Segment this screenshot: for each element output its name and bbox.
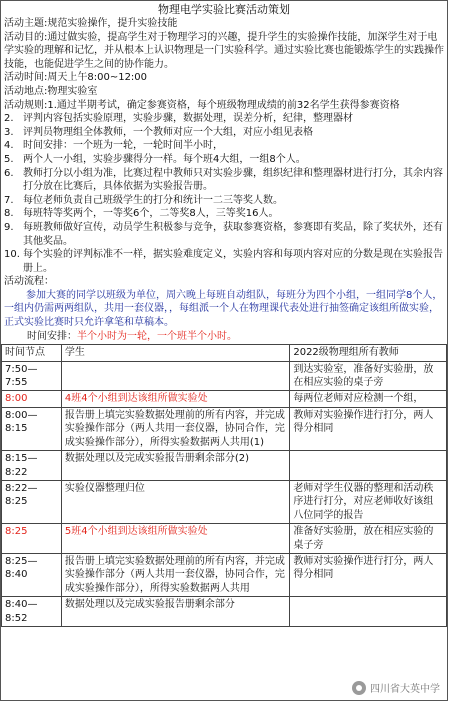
header-teacher: 2022级物理组所有教师 — [290, 345, 447, 361]
rule-item — [1, 126, 447, 140]
time-cell: 8:15—8:22 — [2, 451, 62, 481]
table-row — [2, 451, 447, 481]
rule-item — [1, 153, 447, 167]
table-row — [2, 553, 447, 596]
teacher-cell: 每两位老师对应检测一个组， — [290, 391, 447, 407]
rule-text: 每班特等奖两个，一等奖6个，二等奖8人，三等奖16人。 — [23, 208, 279, 220]
rule-item — [1, 221, 447, 248]
student-cell: 4班4个小组到达该组所做实验处 — [61, 391, 289, 407]
header-time: 时间节点 — [2, 345, 62, 361]
activity-place: 活动地点:物理实验室 — [4, 85, 98, 97]
table-header-row — [2, 345, 447, 361]
teacher-cell: 到达实验室，准备好实验册，放在相应实验的桌子旁 — [290, 361, 447, 391]
document-title: 物理电学实验比赛活动策划 — [158, 3, 290, 16]
rule-number: 8. — [4, 208, 14, 220]
rule-text: 两个人一小组，实验步骤得分一样。每个班4大组，一组8个人。 — [23, 153, 306, 165]
rule-number: 3. — [4, 126, 14, 138]
teacher-cell: 老师对学生仪器的整理和活动秩序进行打分，对应老师收好该组八位同学的报告 — [290, 480, 447, 523]
rule-item — [1, 112, 447, 126]
time-cell: 8:25—8:40 — [2, 553, 62, 596]
header-student: 学生 — [61, 345, 289, 361]
rule-item — [1, 194, 447, 208]
rule-item — [1, 248, 447, 275]
rule-text: 评判员物理组全体教师，一个教师对应一个大组，对应小组见表格 — [23, 126, 313, 138]
rule-item — [1, 207, 447, 221]
table-row — [2, 480, 447, 523]
schedule-prefix: 时间安排： — [27, 330, 77, 342]
flow-label: 活动流程： — [4, 276, 54, 288]
teacher-cell: 准备好实验册，放在相应实验的桌子旁 — [290, 524, 447, 554]
teacher-cell — [290, 597, 447, 627]
plan-section — [1, 17, 447, 343]
rule-number: 10. — [4, 249, 20, 261]
table-row — [2, 407, 447, 450]
schedule-line — [1, 330, 447, 344]
student-cell: 数据处理以及完成实验报告册剩余部分(2) — [61, 451, 289, 481]
activity-purpose: 活动目的:通过做实验，提高学生对于物理学习的兴趣，提升学生的实验操作技能，加深学生对于电学实验的理解和记忆，并从根本上认识物理是一门实验科学。通过实验比赛也能锻炼学生的实践操作技能，也能促进学生之间的协作能力。 — [4, 31, 444, 70]
time-cell: 8:25 — [2, 524, 62, 554]
time-cell: 7:50—7:55 — [2, 361, 62, 391]
table-row — [2, 597, 447, 627]
student-cell: 实验仪器整理归位 — [61, 480, 289, 523]
time-cell: 8:40—8:52 — [2, 597, 62, 627]
rule-item — [1, 167, 447, 194]
rule-text: 每个实验的评判标准不一样，据实验难度定义，实验内容和每项内容对应的分数是现在实验报告册上。 — [23, 249, 443, 274]
rule-text: 时间安排：一个班为一轮，一轮时间半小时， — [23, 140, 223, 152]
account-watermark — [349, 679, 443, 696]
schedule-highlight: 半个小时为一轮，一个班半个小时。 — [77, 330, 237, 342]
rule-number: 5. — [4, 153, 14, 165]
table-row — [2, 391, 447, 407]
rule-text: 教师打分以小组为准，比赛过程中教师只对实验步骤，组织纪律和整理器材进行打分，其余内容打分放在比赛后，具体依据为实验报告册。 — [23, 167, 443, 193]
activity-rules-intro: 活动规则:1.通过半期考试，确定参赛资格，每个班级物理成绩的前32名学生获得参赛资格 — [4, 99, 400, 111]
wechat-channel-icon — [352, 681, 366, 695]
rule-item — [1, 139, 447, 153]
rule-number: 9. — [4, 221, 14, 233]
rule-number: 7. — [4, 194, 14, 206]
watermark-text: 四川省大英中学 — [370, 684, 440, 695]
flow-paragraph: 参加大赛的同学以班级为单位，周六晚上每班自动组队，每班分为四个小组，一组同学8个人，一组内仍需两两组队，共用一套仪器，，每组派一个人在物理课代表处进行抽签确定该组所做实验，正式实验比赛时只允许拿笔和草稿本。 — [4, 289, 443, 329]
teacher-cell: 教师对实验操作进行打分，两人得分相同 — [290, 553, 447, 596]
student-cell: 5班4个小组到达该组所做实验处 — [61, 524, 289, 554]
student-cell: 报告册上填完实验数据处理前的所有内容，并完成实验操作部分（两人共用一套仪器，协同合作，完成实验操作部分），所得实验数据两人共用 — [61, 553, 289, 596]
teacher-cell — [290, 451, 447, 481]
activity-theme: 活动主题:规范实验操作，提升实验技能 — [4, 18, 178, 29]
rule-number: 6. — [4, 167, 14, 179]
table-row — [2, 361, 447, 391]
time-cell: 8:00 — [2, 391, 62, 407]
rule-number: 4. — [4, 140, 14, 152]
rules-list — [1, 112, 447, 275]
table-row — [2, 524, 447, 554]
student-cell: 报告册上填完实验数据处理前的所有内容，并完成实验操作部分（两人共用一套仪器，协同合作，完成实验操作部分），所得实验数据两人共用(1) — [61, 407, 289, 450]
student-cell: 数据处理以及完成实验报告册剩余部分 — [61, 597, 289, 627]
rule-text: 每位老师负责自己班级学生的打分和统计一二三等奖人数。 — [23, 194, 283, 206]
teacher-cell: 教师对实验操作进行打分，两人得分相同 — [290, 407, 447, 450]
rule-text: 评判内容包括实验原理，实验步骤，数据处理，误差分析，纪律，整理器材 — [23, 113, 353, 125]
activity-time: 活动时间:周天上午8:00~12:00 — [4, 72, 148, 84]
schedule-table — [1, 344, 447, 627]
rule-number: 2. — [4, 113, 14, 125]
rule-text: 每班教师做好宣传，动员学生积极参与竞争，获取参赛资格，参赛即有奖品，除了奖状外，还有其他奖品。 — [23, 221, 443, 247]
time-cell: 8:00—8:15 — [2, 407, 62, 450]
student-cell — [61, 361, 289, 391]
time-cell: 8:22—8:25 — [2, 480, 62, 523]
